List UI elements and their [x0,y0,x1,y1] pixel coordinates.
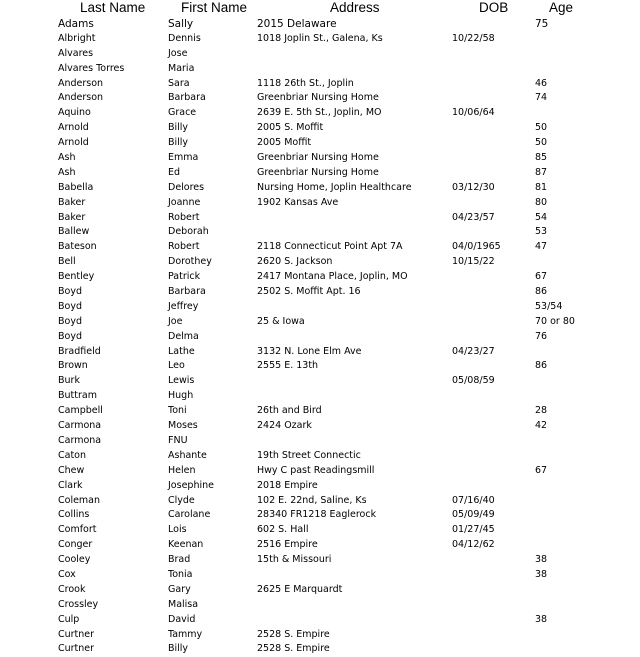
address-cell: 19th Street Connectic [257,449,361,461]
age-cell: 47 [535,241,548,253]
first-name-cell: Patrick [168,271,201,283]
age-cell: 53/54 [535,300,563,312]
table-row [0,628,640,643]
first-name-cell: Jose [168,47,188,59]
table-row [0,419,640,434]
address-cell: 3132 N. Lone Elm Ave [257,345,362,357]
table-row [0,553,640,568]
header-first-name: First Name [181,0,248,15]
last-name-cell: Clark [58,479,83,491]
dob-cell: 04/0/1965 [452,241,501,253]
table-row [0,285,640,300]
first-name-cell: Emma [168,152,199,164]
first-name-cell: Toni [168,405,187,417]
age-cell: 87 [535,166,548,178]
first-name-cell: Hugh [168,390,194,402]
age-cell: 67 [535,464,548,476]
header-address: Address [330,0,380,15]
table-row [0,345,640,360]
last-name-cell: Bateson [58,241,97,253]
address-cell: 2528 S. Empire [257,628,330,640]
table-row [0,181,640,196]
address-cell: 2620 S. Jackson [257,256,333,268]
last-name-cell: Baker [58,211,86,223]
header-age: Age [549,0,574,15]
age-cell: 53 [535,226,548,238]
first-name-cell: Carolane [168,509,211,521]
dob-cell: 04/23/27 [452,345,495,357]
first-name-cell: Josephine [168,479,214,491]
address-cell: 2424 Ozark [257,420,312,432]
table-row [0,434,640,449]
dob-cell: 04/12/62 [452,539,495,551]
address-cell: 2118 Connecticut Point Apt 7A [257,241,403,253]
table-row [0,300,640,315]
address-cell: 2005 Moffit [257,137,312,149]
table-row [0,106,640,121]
age-cell: 50 [535,122,548,134]
table-row [0,583,640,598]
age-cell: 70 or 80 [535,315,575,327]
first-name-cell: Moses [168,420,198,432]
table-row [0,196,640,211]
table-row [0,598,640,613]
first-name-cell: Brad [168,554,191,566]
first-name-cell: Robert [168,211,200,223]
first-name-cell: Tonia [168,568,193,580]
age-cell: 80 [535,196,548,208]
address-cell: 1118 26th St., Joplin [257,77,354,89]
first-name-cell: FNU [168,434,188,446]
age-cell: 81 [535,181,548,193]
first-name-cell: Delma [168,330,199,342]
first-name-cell: Dorothey [168,256,212,268]
address-cell: 2639 E. 5th St., Joplin, MO [257,107,382,119]
last-name-cell: Boyd [58,286,82,298]
age-cell: 76 [535,330,548,342]
table-row [0,494,640,509]
address-cell: Nursing Home, Joplin Healthcare [257,181,412,193]
table-row [0,270,640,285]
last-name-cell: Aquino [58,107,91,119]
table-row [0,17,640,32]
last-name-cell: Chew [58,464,85,476]
last-name-cell: Crook [58,583,86,595]
last-name-cell: Alvares [58,47,94,59]
last-name-cell: Culp [58,613,80,625]
first-name-cell: Lois [168,524,187,536]
last-name-cell: Adams [58,18,94,30]
last-name-cell: Carmona [58,420,102,432]
age-cell: 38 [535,568,548,580]
dob-cell: 10/22/58 [452,32,495,44]
last-name-cell: Coleman [58,494,101,506]
last-name-cell: Cooley [58,554,91,566]
age-cell: 75 [535,18,549,30]
table-row [0,508,640,523]
first-name-cell: David [168,613,196,625]
address-cell: 26th and Bird [257,405,322,417]
age-cell: 38 [535,613,548,625]
address-cell: Greenbriar Nursing Home [257,166,379,178]
last-name-cell: Anderson [58,92,104,104]
last-name-cell: Ash [58,152,76,164]
table-row [0,479,640,494]
dob-cell: 05/09/49 [452,509,495,521]
table-row [0,166,640,181]
table-row [0,330,640,345]
address-cell: 2516 Empire [257,539,318,551]
last-name-cell: Baker [58,196,86,208]
table-row [0,568,640,583]
table-row [0,91,640,106]
last-name-cell: Babella [58,181,94,193]
first-name-cell: Maria [168,62,195,74]
last-name-cell: Boyd [58,300,82,312]
age-cell: 86 [535,360,548,372]
last-name-cell: Ballew [58,226,90,238]
first-name-cell: Joanne [168,196,201,208]
table-row [0,240,640,255]
table-row [0,32,640,47]
address-cell: 15th & Missouri [257,554,332,566]
first-name-cell: Ed [168,166,181,178]
address-cell: Hwy C past Readingsmill [257,464,375,476]
dob-cell: 01/27/45 [452,524,495,536]
first-name-cell: Ashante [168,449,207,461]
age-cell: 50 [535,137,548,149]
last-name-cell: Collins [58,509,90,521]
table-row [0,464,640,479]
table-row [0,389,640,404]
table-row [0,151,640,166]
first-name-cell: Keenan [168,539,204,551]
address-cell: 102 E. 22nd, Saline, Ks [257,494,367,506]
address-cell: 2625 E Marquardt [257,583,343,595]
table-row [0,404,640,419]
address-cell: 2528 S. Empire [257,643,330,655]
last-name-cell: Cox [58,568,76,580]
last-name-cell: Crossley [58,598,99,610]
age-cell: 54 [535,211,548,223]
last-name-cell: Anderson [58,77,104,89]
table-row [0,47,640,62]
age-cell: 28 [535,405,548,417]
dob-cell: 10/15/22 [452,256,495,268]
last-name-cell: Bradfield [58,345,101,357]
first-name-cell: Billy [168,122,189,134]
last-name-cell: Comfort [58,524,97,536]
age-cell: 86 [535,286,548,298]
table-row [0,359,640,374]
first-name-cell: Robert [168,241,200,253]
first-name-cell: Billy [168,643,189,655]
last-name-cell: Boyd [58,330,82,342]
age-cell: 46 [535,77,548,89]
address-cell: 2018 Empire [257,479,318,491]
age-cell: 74 [535,92,548,104]
first-name-cell: Sally [168,18,194,30]
age-cell: 85 [535,152,548,164]
last-name-cell: Albright [58,32,96,44]
first-name-cell: Joe [168,315,183,327]
first-name-cell: Jeffrey [168,300,199,312]
table-row [0,255,640,270]
records-table [0,17,640,657]
dob-cell: 03/12/30 [452,181,495,193]
last-name-cell: Campbell [58,405,103,417]
header-last-name: Last Name [80,0,146,15]
age-cell: 42 [535,420,548,432]
table-row [0,538,640,553]
table-row [0,523,640,538]
address-cell: 2417 Montana Place, Joplin, MO [257,271,408,283]
last-name-cell: Carmona [58,434,102,446]
last-name-cell: Arnold [58,122,89,134]
last-name-cell: Arnold [58,137,89,149]
age-cell: 67 [535,271,548,283]
last-name-cell: Boyd [58,315,82,327]
first-name-cell: Delores [168,181,205,193]
address-cell: 25 & Iowa [257,315,305,327]
last-name-cell: Curtner [58,628,95,640]
table-row [0,62,640,77]
first-name-cell: Barbara [168,92,206,104]
table-row [0,315,640,330]
address-cell: 2005 S. Moffit [257,122,324,134]
first-name-cell: Barbara [168,286,206,298]
table-row [0,642,640,657]
address-cell: 1902 Kansas Ave [257,196,339,208]
dob-cell: 04/23/57 [452,211,495,223]
table-row [0,449,640,464]
last-name-cell: Bentley [58,271,95,283]
address-cell: 1018 Joplin St., Galena, Ks [257,32,383,44]
table-row [0,77,640,92]
last-name-cell: Brown [58,360,88,372]
table-row [0,121,640,136]
last-name-cell: Buttram [58,390,97,402]
last-name-cell: Alvares Torres [58,62,125,74]
dob-cell: 10/06/64 [452,107,495,119]
first-name-cell: Tammy [168,628,203,640]
first-name-cell: Clyde [168,494,195,506]
last-name-cell: Conger [58,539,93,551]
dob-cell: 05/08/59 [452,375,495,387]
last-name-cell: Caton [58,449,87,461]
address-cell: 28340 FR1218 Eaglerock [257,509,377,521]
last-name-cell: Curtner [58,643,95,655]
dob-cell: 07/16/40 [452,494,495,506]
address-cell: 2502 S. Moffit Apt. 16 [257,286,361,298]
first-name-cell: Leo [168,360,185,372]
first-name-cell: Dennis [168,32,201,44]
address-cell: 2555 E. 13th [257,360,319,372]
first-name-cell: Lathe [168,345,195,357]
first-name-cell: Lewis [168,375,195,387]
first-name-cell: Grace [168,107,197,119]
table-row [0,374,640,389]
last-name-cell: Burk [58,375,80,387]
first-name-cell: Gary [168,583,191,595]
header-dob: DOB [479,0,509,15]
first-name-cell: Deborah [168,226,209,238]
address-cell: Greenbriar Nursing Home [257,152,379,164]
age-cell: 38 [535,554,548,566]
first-name-cell: Malisa [168,598,199,610]
table-row [0,225,640,240]
address-cell: Greenbriar Nursing Home [257,92,379,104]
first-name-cell: Sara [168,77,190,89]
first-name-cell: Helen [168,464,196,476]
last-name-cell: Bell [58,256,76,268]
table-row [0,136,640,151]
address-cell: 2015 Delaware [257,18,337,30]
table-row [0,613,640,628]
table-row [0,211,640,226]
first-name-cell: Billy [168,137,189,149]
address-cell: 602 S. Hall [257,524,309,536]
last-name-cell: Ash [58,166,76,178]
